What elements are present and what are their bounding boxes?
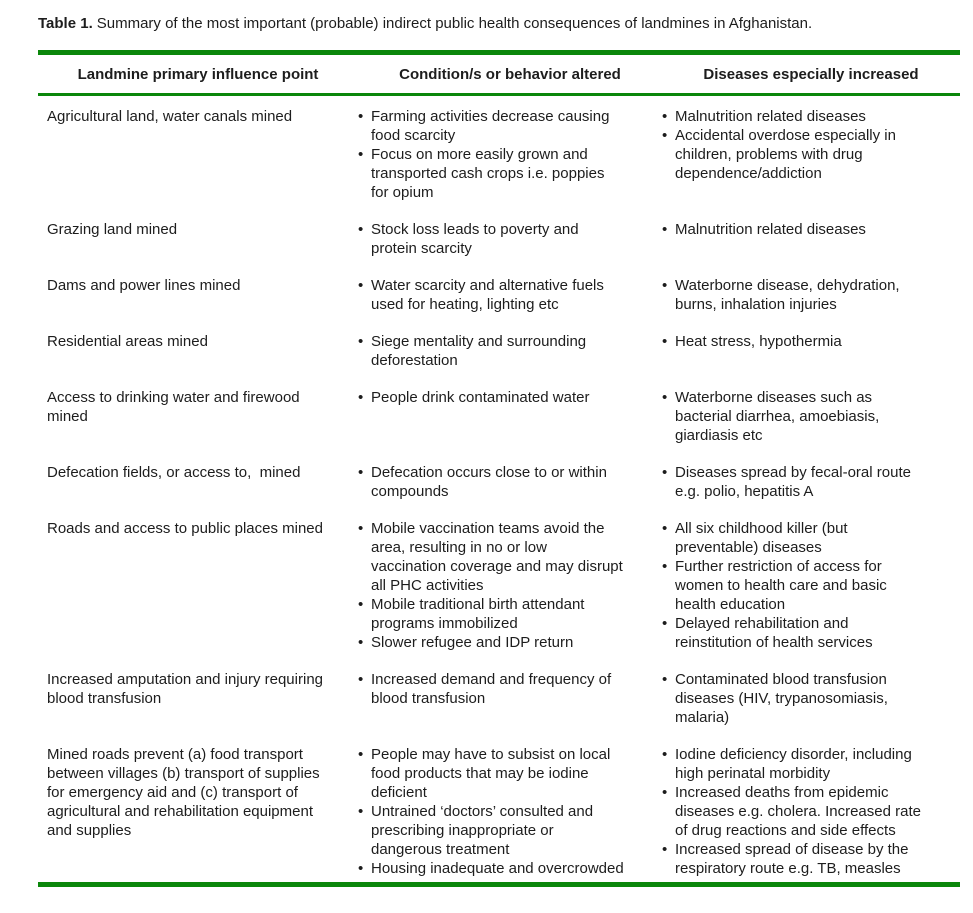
bullet-item xyxy=(358,107,626,145)
diseases-cell xyxy=(662,463,960,501)
bullet-text: Water scarcity and alternative fuels used for heating, lighting etc xyxy=(371,277,604,313)
bullet-text: Siege mentality and surrounding deforestation xyxy=(371,333,587,369)
conditions-cell xyxy=(358,107,662,202)
bullet-icon: • xyxy=(662,333,668,350)
bullet-text: Further restriction of access for women to health care and basic health education xyxy=(675,558,887,613)
bullet-icon: • xyxy=(358,108,364,125)
header-influence-point: Landmine primary influence point xyxy=(77,66,319,83)
table-row xyxy=(38,519,960,652)
influence-point-cell: Roads and access to public places mined xyxy=(47,520,323,537)
diseases-cell xyxy=(662,276,960,314)
bullet-text: Contaminated blood transfusion diseases (HIV, trypanosomiasis, malaria) xyxy=(675,671,888,726)
bullet-item xyxy=(358,519,626,595)
table-row xyxy=(38,220,960,258)
bullet-text: Stock loss leads to poverty and protein scarcity xyxy=(371,221,579,257)
bullet-icon: • xyxy=(358,389,364,406)
bullet-item xyxy=(358,670,626,708)
table-row xyxy=(38,388,960,445)
bullet-icon: • xyxy=(358,333,364,350)
bullet-icon: • xyxy=(358,860,364,877)
diseases-cell xyxy=(662,745,960,878)
bullet-text: Increased spread of disease by the respiratory route e.g. TB, measles xyxy=(675,841,909,877)
bullet-text: All six childhood killer (but preventable) diseases xyxy=(675,520,848,556)
conditions-cell xyxy=(358,670,662,727)
bullet-item xyxy=(662,519,927,557)
bullet-item xyxy=(358,388,626,407)
bullet-icon: • xyxy=(358,596,364,613)
bullet-item xyxy=(358,220,626,258)
bullet-icon: • xyxy=(358,803,364,820)
bullet-icon: • xyxy=(358,746,364,763)
bullet-icon: • xyxy=(662,746,668,763)
conditions-cell xyxy=(358,745,662,878)
bullet-icon: • xyxy=(662,221,668,238)
bullet-text: People drink contaminated water xyxy=(371,389,590,406)
bullet-text: People may have to subsist on local food products that may be iodine deficient xyxy=(371,746,611,801)
bullet-item xyxy=(358,276,626,314)
bullet-item xyxy=(358,463,626,501)
bullet-text: Accidental overdose especially in children, problems with drug dependence/addiction xyxy=(675,127,896,182)
bullet-item xyxy=(662,840,927,878)
bullet-item xyxy=(358,332,626,370)
bullet-icon: • xyxy=(358,634,364,651)
bullet-item xyxy=(358,802,626,859)
conditions-cell xyxy=(358,463,662,501)
bullet-item xyxy=(662,107,927,126)
bullet-icon: • xyxy=(662,671,668,688)
bullet-icon: • xyxy=(662,464,668,481)
influence-point-cell: Increased amputation and injury requiring blood transfusion xyxy=(47,671,328,707)
table-body xyxy=(38,96,960,878)
bullet-item xyxy=(358,633,626,652)
table-row xyxy=(38,276,960,314)
bullet-item xyxy=(662,388,927,445)
bullet-item xyxy=(662,220,927,239)
bullet-icon: • xyxy=(662,108,668,125)
bullet-text: Mobile vaccination teams avoid the area, resulting in no or low vaccination coverage and may disrupt all PHC activities xyxy=(371,520,623,594)
bullet-text: Focus on more easily grown and transported cash crops i.e. poppies for opium xyxy=(371,146,605,201)
bullet-text: Delayed rehabilitation and reinstitution of health services xyxy=(675,615,873,651)
bullet-item xyxy=(662,332,927,351)
table-row xyxy=(38,332,960,370)
diseases-cell xyxy=(662,220,960,258)
table xyxy=(38,50,960,887)
bullet-icon: • xyxy=(358,277,364,294)
influence-point-cell: Access to drinking water and firewood mined xyxy=(47,389,304,425)
diseases-cell xyxy=(662,107,960,202)
diseases-cell xyxy=(662,388,960,445)
bullet-item xyxy=(662,463,927,501)
bullet-icon: • xyxy=(662,127,668,144)
bullet-icon: • xyxy=(662,277,668,294)
bullet-text: Malnutrition related diseases xyxy=(675,108,866,125)
influence-point-cell: Agricultural land, water canals mined xyxy=(47,108,293,125)
bullet-text: Diseases spread by fecal-oral route e.g. polio, hepatitis A xyxy=(675,464,911,500)
diseases-cell xyxy=(662,670,960,727)
bullet-text: Defecation occurs close to or within compounds xyxy=(371,464,607,500)
bullet-item xyxy=(358,145,626,202)
bullet-text: Slower refugee and IDP return xyxy=(371,634,574,651)
bullet-icon: • xyxy=(662,558,668,575)
bullet-icon: • xyxy=(662,841,668,858)
bullet-text: Iodine deficiency disorder, including high perinatal morbidity xyxy=(675,746,912,782)
bullet-icon: • xyxy=(662,615,668,632)
bullet-icon: • xyxy=(358,520,364,537)
bullet-text: Waterborne diseases such as bacterial diarrhea, amoebiasis, giardiasis etc xyxy=(675,389,880,444)
influence-point-cell: Dams and power lines mined xyxy=(47,277,241,294)
bullet-text: Farming activities decrease causing food scarcity xyxy=(371,108,610,144)
header-diseases: Diseases especially increased xyxy=(703,66,919,83)
influence-point-cell: Residential areas mined xyxy=(47,333,208,350)
bullet-item xyxy=(662,670,927,727)
influence-point-cell: Mined roads prevent (a) food transport between villages (b) transport of supplies for emergency aid and (c) transport of agricultural and rehabilitation equipment and supplies xyxy=(47,746,324,839)
bullet-item xyxy=(358,745,626,802)
conditions-cell xyxy=(358,276,662,314)
conditions-cell xyxy=(358,332,662,370)
diseases-cell xyxy=(662,332,960,370)
bullet-icon: • xyxy=(358,146,364,163)
bullet-item xyxy=(358,859,626,878)
table-header-row xyxy=(38,55,960,93)
bullet-text: Untrained ‘doctors’ consulted and prescribing inappropriate or dangerous treatment xyxy=(371,803,594,858)
table-caption xyxy=(38,14,960,33)
bullet-icon: • xyxy=(662,784,668,801)
bullet-item xyxy=(662,557,927,614)
bullet-item xyxy=(662,614,927,652)
table-caption-text: Summary of the most important (probable) indirect public health consequences of landmines in Afghanistan. xyxy=(96,15,813,32)
header-conditions: Condition/s or behavior altered xyxy=(399,66,621,83)
bullet-item xyxy=(358,595,626,633)
bullet-icon: • xyxy=(358,671,364,688)
bullet-text: Mobile traditional birth attendant programs immobilized xyxy=(371,596,585,632)
diseases-cell xyxy=(662,519,960,652)
table-bottom-rule xyxy=(38,882,960,887)
bullet-icon: • xyxy=(358,221,364,238)
bullet-text: Waterborne disease, dehydration, burns, inhalation injuries xyxy=(675,277,900,313)
table-row xyxy=(38,670,960,727)
bullet-text: Malnutrition related diseases xyxy=(675,221,866,238)
table-row xyxy=(38,745,960,878)
influence-point-cell: Grazing land mined xyxy=(47,221,178,238)
bullet-item xyxy=(662,783,927,840)
bullet-item xyxy=(662,745,927,783)
conditions-cell xyxy=(358,388,662,445)
table-row xyxy=(38,463,960,501)
bullet-icon: • xyxy=(662,389,668,406)
bullet-item xyxy=(662,276,927,314)
table-number: Table 1. xyxy=(38,15,93,32)
influence-point-cell: Defecation fields, or access to, mined xyxy=(47,464,301,481)
bullet-text: Increased deaths from epidemic diseases e.g. cholera. Increased rate of drug reactions and side effects xyxy=(675,784,921,839)
bullet-text: Heat stress, hypothermia xyxy=(675,333,842,350)
bullet-text: Housing inadequate and overcrowded xyxy=(371,860,624,877)
conditions-cell xyxy=(358,220,662,258)
bullet-text: Increased demand and frequency of blood transfusion xyxy=(371,671,612,707)
bullet-item xyxy=(662,126,927,183)
table-row xyxy=(38,107,960,202)
bullet-icon: • xyxy=(662,520,668,537)
bullet-icon: • xyxy=(358,464,364,481)
conditions-cell xyxy=(358,519,662,652)
